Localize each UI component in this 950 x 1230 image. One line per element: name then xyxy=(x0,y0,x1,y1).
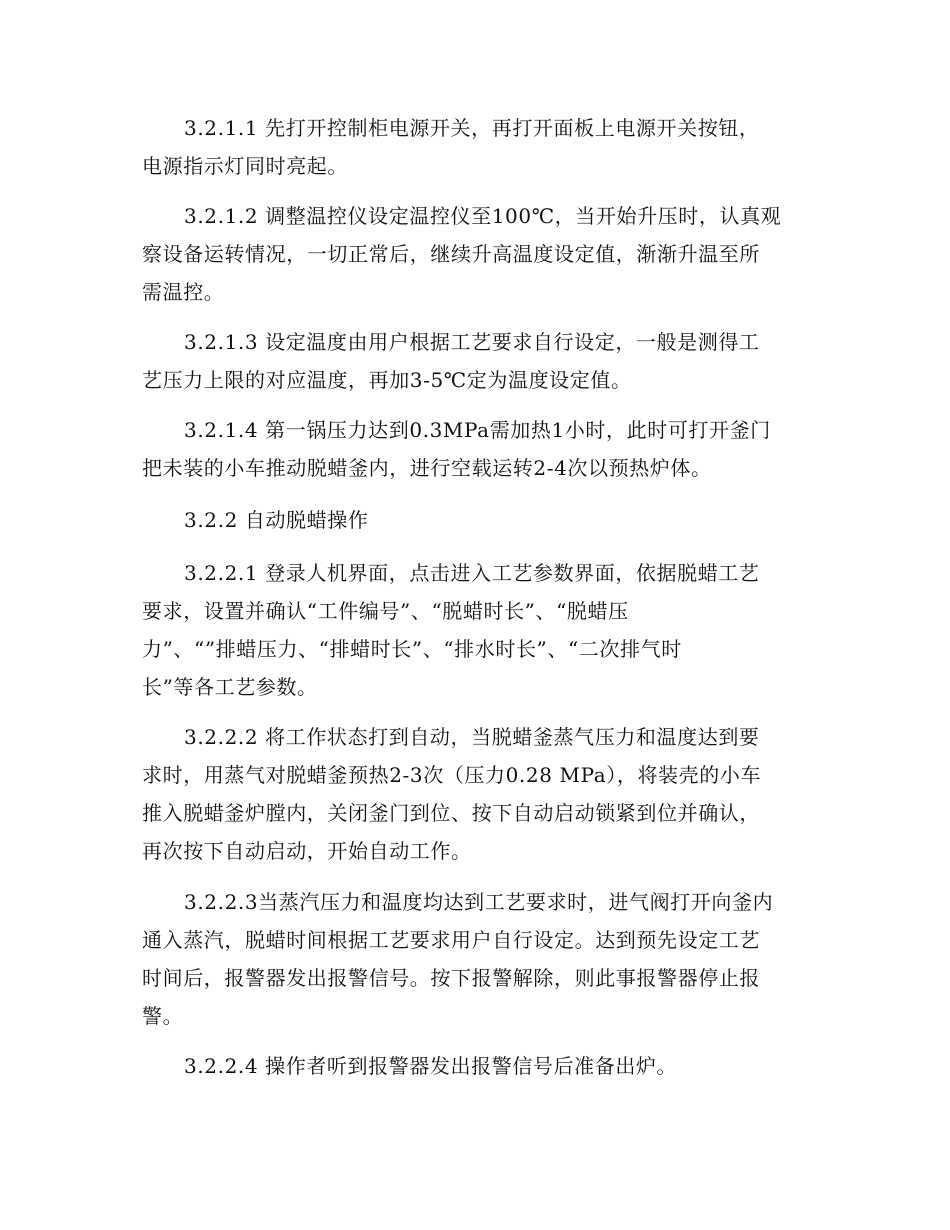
paragraph-3-2-1-1 xyxy=(142,109,812,185)
paragraph-line: 察设备运转情况，一切正常后，继续升高温度设定值，渐渐升温至所 xyxy=(142,242,760,266)
paragraph-line: 再次按下自动启动，开始自动工作。 xyxy=(142,839,472,863)
paragraph-line: 通入蒸汽，脱蜡时间根据工艺要求用户自行设定。达到预先设定工艺 xyxy=(142,928,760,952)
paragraph-line: 3.2.1.1 先打开控制柜电源开关，再打开面板上电源开关按钮， xyxy=(184,116,760,140)
paragraph-line: 3.2.2.1 登录人机界面，点击进入工艺参数界面，依据脱蜡工艺 xyxy=(184,561,760,585)
paragraph-3-2-2-3 xyxy=(142,883,812,1035)
paragraph-line: 把未装的小车推动脱蜡釜内，进行空载运转2-4次以预热炉体。 xyxy=(142,456,712,480)
paragraph-3-2-2-4 xyxy=(142,1047,812,1085)
paragraph-line: 3.2.1.3 设定温度由用户根据工艺要求自行设定，一般是测得工 xyxy=(184,330,760,354)
paragraph-line: 艺压力上限的对应温度，再加3-5℃定为温度设定值。 xyxy=(142,368,632,392)
paragraph-line: 3.2.2.2 将工作状态打到自动，当脱蜡釜蒸气压力和温度达到要 xyxy=(184,725,760,749)
paragraph-line: 时间后，报警器发出报警信号。按下报警解除，则此事报警器停止报 xyxy=(142,966,760,990)
paragraph-line: 3.2.2.3当蒸汽压力和温度均达到工艺要求时，进气阀打开向釜内 xyxy=(184,890,774,914)
heading-3-2-2 xyxy=(142,501,812,539)
paragraph-line: 长”等各工艺参数。 xyxy=(142,675,318,699)
paragraph-line: 求时，用蒸气对脱蜡釜预热2-3次（压力0.28 MPa），将装壳的小车 xyxy=(142,763,762,787)
paragraph-line: 电源指示灯同时亮起。 xyxy=(142,154,348,178)
paragraph-line: 警。 xyxy=(142,1004,184,1028)
paragraph-3-2-2-2 xyxy=(142,718,812,870)
paragraph-line: 力”、“”排蜡压力、“排蜡时长”、“排水时长”、“二次排气时 xyxy=(142,637,682,661)
section-heading: 3.2.2 自动脱蜡操作 xyxy=(184,508,369,532)
paragraph-line: 需温控。 xyxy=(142,280,225,304)
paragraph-3-2-1-2 xyxy=(142,197,812,311)
paragraph-line: 3.2.1.4 第一锅压力达到0.3MPa需加热1小时，此时可打开釜门 xyxy=(184,418,771,442)
paragraph-line: 3.2.1.2 调整温控仪设定温控仪至100℃，当开始升压时，认真观 xyxy=(184,204,782,228)
paragraph-3-2-1-3 xyxy=(142,323,812,399)
paragraph-line: 3.2.2.4 操作者听到报警器发出报警信号后准备出炉。 xyxy=(184,1054,678,1078)
paragraph-line: 要求，设置并确认“工件编号”、“脱蜡时长”、“脱蜡压 xyxy=(142,599,629,623)
paragraph-3-2-1-4 xyxy=(142,411,812,487)
paragraph-3-2-2-1 xyxy=(142,554,812,706)
paragraph-line: 推入脱蜡釜炉膛内，关闭釜门到位、按下自动启动锁紧到位并确认， xyxy=(142,801,760,825)
